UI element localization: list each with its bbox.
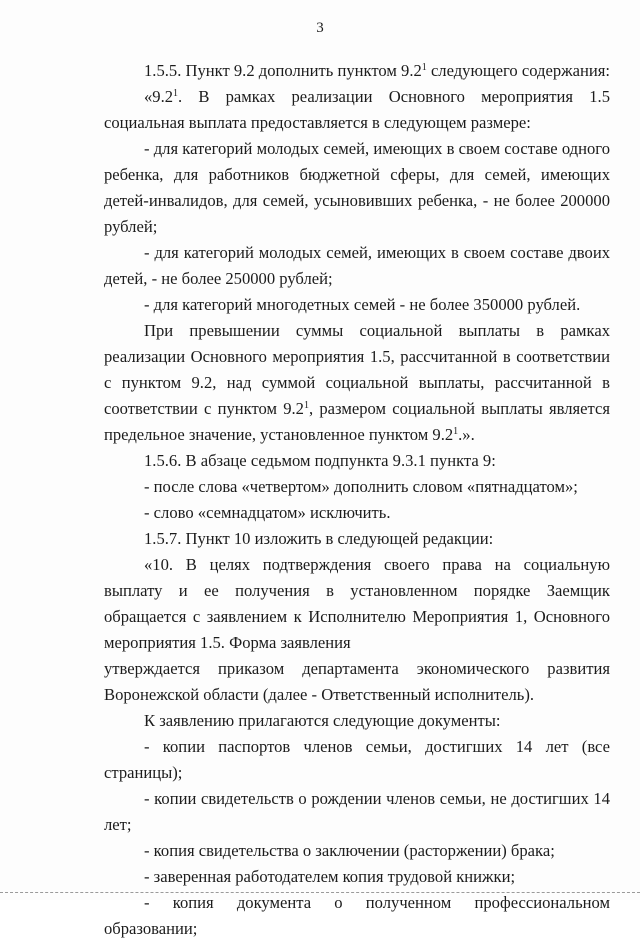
page-number: 3 <box>316 20 324 36</box>
paragraph-text: «9.2 <box>144 87 174 106</box>
list-item-large-families: - для категорий многодетных семей - не более 350000 рублей. <box>144 295 581 314</box>
list-item-work-book: - заверенная работодателем копия трудовой книжки; <box>144 867 516 886</box>
paragraph-1-5-5 <box>104 58 610 84</box>
paragraph-excess <box>104 318 610 448</box>
paragraph-10-stretched-line <box>104 656 610 682</box>
paragraph-attachments: К заявлению прилагаются следующие документы: <box>144 711 501 730</box>
list-item-education-document: - копия документа о полученном профессиональном образовании; <box>104 893 610 938</box>
list-item-marriage-certificate: - копия свидетельства о заключении (расторжении) брака; <box>144 841 555 860</box>
paragraph-text: . В рамках реализации Основного мероприятия 1.5 социальная выплата предоставляется в следующем размере: <box>104 87 610 132</box>
scan-edge-line <box>0 892 640 893</box>
superscript: 1 <box>303 400 309 411</box>
paragraph-10-end: Воронежской области (далее - Ответственный исполнитель). <box>104 685 535 704</box>
list-item-birth-certificates: - копии свидетельств о рождении членов семьи, не достигших 14 лет; <box>104 789 610 834</box>
list-item-two-children: - для категорий молодых семей, имеющих в своем составе двоих детей, - не более 250000 рублей; <box>104 243 610 288</box>
superscript: 1 <box>421 62 427 73</box>
list-item-one-child: - для категорий молодых семей, имеющих в своем составе одного ребенка, для работников бюджетной сферы, для семей, имеющих детей-инвалидов, для семей, усыновивших ребенка, - не более 200000 рублей; <box>104 139 610 236</box>
superscript: 1 <box>173 88 179 99</box>
document-body <box>104 58 610 942</box>
list-item-after-word: - после слова «четвертом» дополнить словом «пятнадцатом»; <box>144 477 578 496</box>
paragraph-text: , размером социальной выплаты является предельное значение, установленное пунктом 9.2 <box>104 399 610 444</box>
word: утверждается <box>104 659 201 678</box>
paragraph-text: 1.5.5. Пункт 9.2 дополнить пунктом 9.2 <box>144 61 422 80</box>
word: экономического <box>416 659 530 678</box>
list-item-passports: - копии паспортов членов семьи, достигших 14 лет (все страницы); <box>104 737 610 782</box>
word: развития <box>547 659 610 678</box>
superscript: 1 <box>453 426 459 437</box>
word: приказом <box>218 659 285 678</box>
paragraph-text: следующего содержания: <box>426 61 610 80</box>
paragraph-text: .». <box>458 425 475 444</box>
word: департамента <box>302 659 399 678</box>
paragraph-10: «10. В целях подтверждения своего права на социальную выплату и ее получения в установленном порядке Заемщик обращается с заявлением к Исполнителю Мероприятия 1, Основного мероприятия 1.5. Форма заявления <box>104 555 610 652</box>
paragraph-1-5-7: 1.5.7. Пункт 10 изложить в следующей редакции: <box>144 529 494 548</box>
paragraph-text: При превышении суммы социальной выплаты в рамках реализации Основного мероприятия 1.5, рассчитанной в соответствии с пунктом 9.2, над суммой социальной выплаты, рассчитанной в соответствии с пунктом 9.2 <box>104 321 610 418</box>
paragraph-1-5-6: 1.5.6. В абзаце седьмом подпункта 9.3.1 пункта 9: <box>144 451 496 470</box>
paragraph-9-2-1 <box>104 84 610 136</box>
list-item-exclude-word: - слово «семнадцатом» исключить. <box>144 503 391 522</box>
